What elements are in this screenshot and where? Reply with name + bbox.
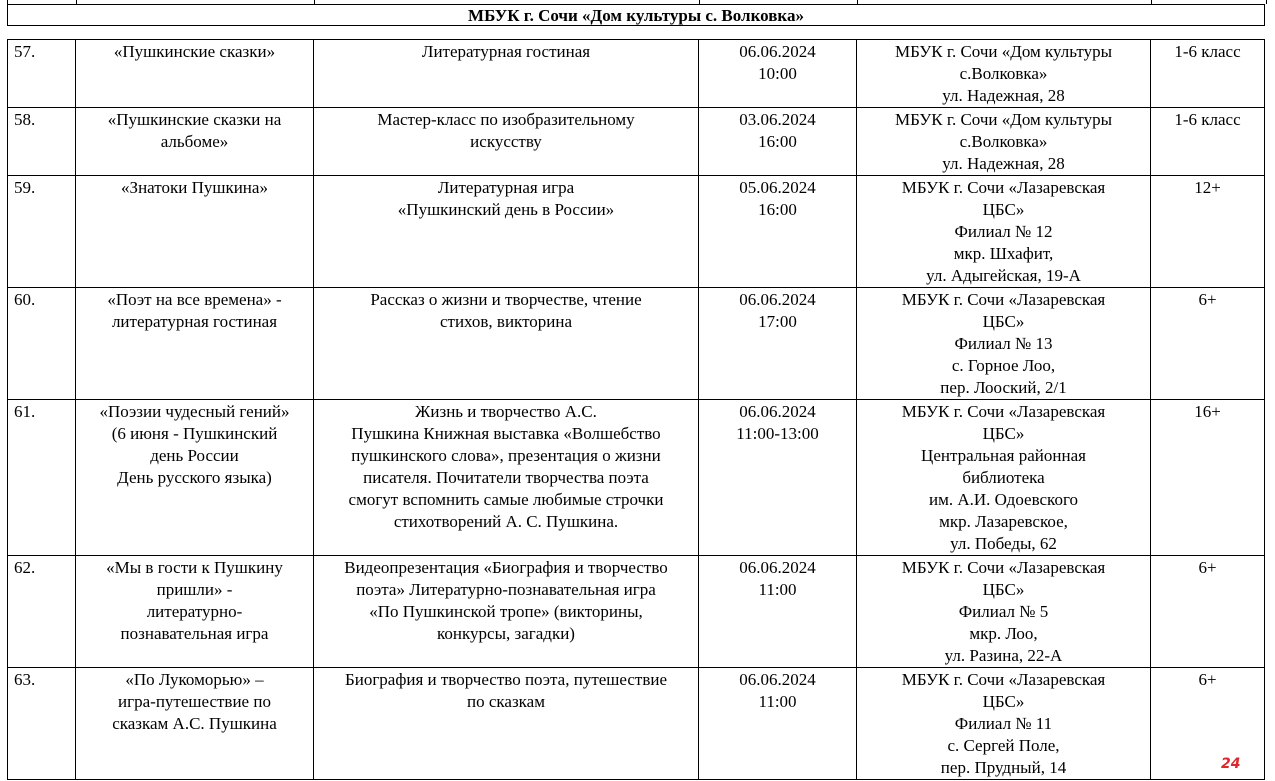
row-number: 62.: [14, 558, 36, 577]
event-name-line: сказкам А.С. Пушкина: [112, 714, 277, 733]
event-description-line: пушкинского слова», презентация о жизни: [351, 446, 661, 465]
event-description-line: стихотворений А. С. Пушкина.: [393, 512, 619, 531]
event-name-cell: [76, 40, 314, 108]
event-location-cell: [857, 40, 1151, 108]
event-datetime-line: 10:00: [758, 64, 797, 83]
event-location-line: ЦБС»: [982, 424, 1025, 443]
row-number-cell: [8, 176, 76, 288]
event-description-line: «По Пушкинской тропе» (викторины,: [369, 602, 643, 621]
events-table-body: [8, 40, 1265, 780]
event-description-line: Биография и творчество поэта, путешествие: [344, 670, 668, 689]
event-datetime-line: 16:00: [758, 132, 797, 151]
event-location-line: МБУК г. Сочи «Лазаревская: [901, 402, 1106, 421]
event-name-line: «Мы в гости к Пушкину: [106, 558, 283, 577]
event-datetime-cell: [699, 556, 857, 668]
event-description-line: Рассказ о жизни и творчестве, чтение: [370, 290, 642, 309]
event-name-line: «Поэзии чудесный гений»: [99, 402, 290, 421]
event-location-line: мкр. Шхафит,: [953, 244, 1054, 263]
event-location-line: с. Горное Лоо,: [951, 356, 1056, 375]
event-datetime-line: 11:00-13:00: [736, 424, 819, 443]
event-audience-cell: [1151, 108, 1265, 176]
row-number-cell: [8, 108, 76, 176]
event-location-line: с.Волковка»: [959, 64, 1048, 83]
event-location-line: МБУК г. Сочи «Лазаревская: [901, 178, 1106, 197]
event-name-cell: [76, 108, 314, 176]
event-datetime-cell: [699, 400, 857, 556]
event-audience: 6+: [1198, 670, 1217, 689]
row-number: 61.: [14, 402, 36, 421]
event-datetime-line: 06.06.2024: [739, 42, 816, 61]
event-location-line: ЦБС»: [982, 312, 1025, 331]
event-audience: 1-6 класс: [1174, 42, 1241, 61]
event-name-line: «Пушкинские сказки на: [107, 110, 282, 129]
event-location-line: ул. Разина, 22-А: [944, 646, 1063, 665]
event-name-cell: [76, 668, 314, 780]
event-location-line: мкр. Лоо,: [969, 624, 1038, 643]
event-datetime-line: 03.06.2024: [739, 110, 816, 129]
event-location-line: библиотека: [962, 468, 1045, 487]
event-location-line: ул. Адыгейская, 19-А: [926, 266, 1081, 285]
event-name-line: литературно-: [146, 602, 243, 621]
event-datetime-cell: [699, 40, 857, 108]
event-datetime-line: 06.06.2024: [739, 402, 816, 421]
event-datetime-line: 17:00: [758, 312, 797, 331]
event-datetime-line: 11:00: [758, 580, 797, 599]
event-name-line: «Поэт на все времена» -: [107, 290, 282, 309]
event-name-line: игра-путешествие по: [118, 692, 271, 711]
event-name-cell: [76, 176, 314, 288]
event-location-line: с. Сергей Поле,: [947, 736, 1060, 755]
event-description-line: Литературная игра: [437, 178, 575, 197]
event-location-line: МБУК г. Сочи «Дом культуры: [894, 42, 1113, 61]
event-location-line: МБУК г. Сочи «Лазаревская: [901, 290, 1106, 309]
event-name-line: познавательная игра: [120, 624, 269, 643]
event-name-line: день России: [150, 446, 239, 465]
row-number-cell: [8, 400, 76, 556]
events-table: [7, 39, 1265, 780]
watermark-logo: [1221, 757, 1255, 771]
section-title: МБУК г. Сочи «Дом культуры с. Волковка»: [468, 6, 804, 25]
event-name-line: «Пушкинские сказки»: [113, 42, 276, 61]
event-location-line: ул. Победы, 62: [950, 534, 1057, 553]
event-audience-cell: [1151, 400, 1265, 556]
table-row: [8, 288, 1265, 400]
event-name-line: литературная гостиная: [111, 312, 278, 331]
event-description-line: Видеопрезентация «Биография и творчество: [344, 558, 668, 577]
event-name-line: (6 июня - Пушкинский: [111, 424, 278, 443]
event-name-line: «Знатоки Пушкина»: [121, 178, 268, 197]
event-description-line: стихов, викторина: [439, 312, 573, 331]
event-name-line: День русского языка): [117, 468, 272, 487]
event-audience: 6+: [1198, 558, 1217, 577]
event-description-line: «Пушкинский день в России»: [397, 200, 615, 219]
event-description-line: искусству: [470, 132, 542, 151]
event-location-line: ул. Надежная, 28: [942, 86, 1065, 105]
event-datetime-line: 11:00: [758, 692, 797, 711]
event-datetime-cell: [699, 668, 857, 780]
event-audience-cell: [1151, 556, 1265, 668]
row-number-cell: [8, 556, 76, 668]
event-location-line: Филиал № 5: [958, 602, 1049, 621]
event-description-cell: [314, 176, 699, 288]
event-description-cell: [314, 288, 699, 400]
event-datetime-cell: [699, 288, 857, 400]
event-datetime-line: 06.06.2024: [739, 558, 816, 577]
event-datetime-line: 16:00: [758, 200, 797, 219]
section-header: [7, 4, 1265, 26]
event-audience-cell: [1151, 288, 1265, 400]
event-datetime-line: 05.06.2024: [739, 178, 816, 197]
event-description-cell: [314, 400, 699, 556]
row-number-cell: [8, 40, 76, 108]
event-audience-cell: [1151, 176, 1265, 288]
event-datetime-line: 06.06.2024: [739, 290, 816, 309]
event-description-cell: [314, 108, 699, 176]
event-audience: 16+: [1194, 402, 1221, 421]
event-datetime-cell: [699, 176, 857, 288]
event-description-line: поэта» Литературно-познавательная игра: [356, 580, 656, 599]
event-location-line: пер. Прудный, 14: [940, 758, 1067, 777]
event-location-line: им. А.И. Одоевского: [928, 490, 1079, 509]
event-location-line: Филиал № 11: [954, 714, 1053, 733]
event-description-cell: [314, 668, 699, 780]
event-description-cell: [314, 556, 699, 668]
event-location-line: МБУК г. Сочи «Лазаревская: [901, 670, 1106, 689]
event-location-line: МБУК г. Сочи «Дом культуры: [894, 110, 1113, 129]
event-datetime-line: 06.06.2024: [739, 670, 816, 689]
table-row: [8, 108, 1265, 176]
row-number-cell: [8, 668, 76, 780]
event-audience: 6+: [1198, 290, 1217, 309]
watermark-text: 24: [1221, 756, 1241, 772]
event-location-line: мкр. Лазаревское,: [939, 512, 1068, 531]
event-description-line: Литературная гостиная: [421, 42, 591, 61]
event-description-line: Мастер-класс по изобразительному: [377, 110, 635, 129]
event-datetime-cell: [699, 108, 857, 176]
event-name-line: альбоме»: [160, 132, 229, 151]
event-description-line: Пушкина Книжная выставка «Волшебство: [351, 424, 661, 443]
row-number-cell: [8, 288, 76, 400]
event-audience-cell: [1151, 40, 1265, 108]
event-location-line: Филиал № 13: [954, 334, 1053, 353]
row-number: 63.: [14, 670, 36, 689]
event-location-line: МБУК г. Сочи «Лазаревская: [901, 558, 1106, 577]
event-description-line: смогут вспомнить самые любимые строчки: [348, 490, 664, 509]
event-name-line: пришли» -: [156, 580, 233, 599]
row-number: 60.: [14, 290, 36, 309]
event-description-line: писателя. Почитатели творчества поэта: [363, 468, 649, 487]
event-location-line: ЦБС»: [982, 200, 1025, 219]
table-row: [8, 40, 1265, 108]
event-location-cell: [857, 108, 1151, 176]
event-location-line: Центральная районная: [921, 446, 1086, 465]
table-row: [8, 400, 1265, 556]
event-description-line: Жизнь и творчество А.С.: [415, 402, 597, 421]
event-name-cell: [76, 400, 314, 556]
event-location-cell: [857, 556, 1151, 668]
event-description-line: по сказкам: [467, 692, 545, 711]
row-number: 59.: [14, 178, 36, 197]
event-location-line: ул. Надежная, 28: [942, 154, 1065, 173]
table-row: [8, 668, 1265, 780]
event-description-cell: [314, 40, 699, 108]
event-description-line: конкурсы, загадки): [437, 624, 575, 643]
row-number: 58.: [14, 110, 36, 129]
event-audience: 1-6 класс: [1174, 110, 1241, 129]
event-location-line: Филиал № 12: [954, 222, 1053, 241]
event-location-cell: [857, 668, 1151, 780]
event-name-cell: [76, 556, 314, 668]
event-name-cell: [76, 288, 314, 400]
event-location-cell: [857, 400, 1151, 556]
event-location-cell: [857, 288, 1151, 400]
event-location-cell: [857, 176, 1151, 288]
event-name-line: «По Лукоморью» –: [125, 670, 264, 689]
event-location-line: ЦБС»: [982, 580, 1025, 599]
row-number: 57.: [14, 42, 36, 61]
table-row: [8, 176, 1265, 288]
event-location-line: ЦБС»: [982, 692, 1025, 711]
table-row: [8, 556, 1265, 668]
event-location-line: с.Волковка»: [959, 132, 1048, 151]
event-audience: 12+: [1194, 178, 1221, 197]
event-location-line: пер. Лооский, 2/1: [940, 378, 1067, 397]
